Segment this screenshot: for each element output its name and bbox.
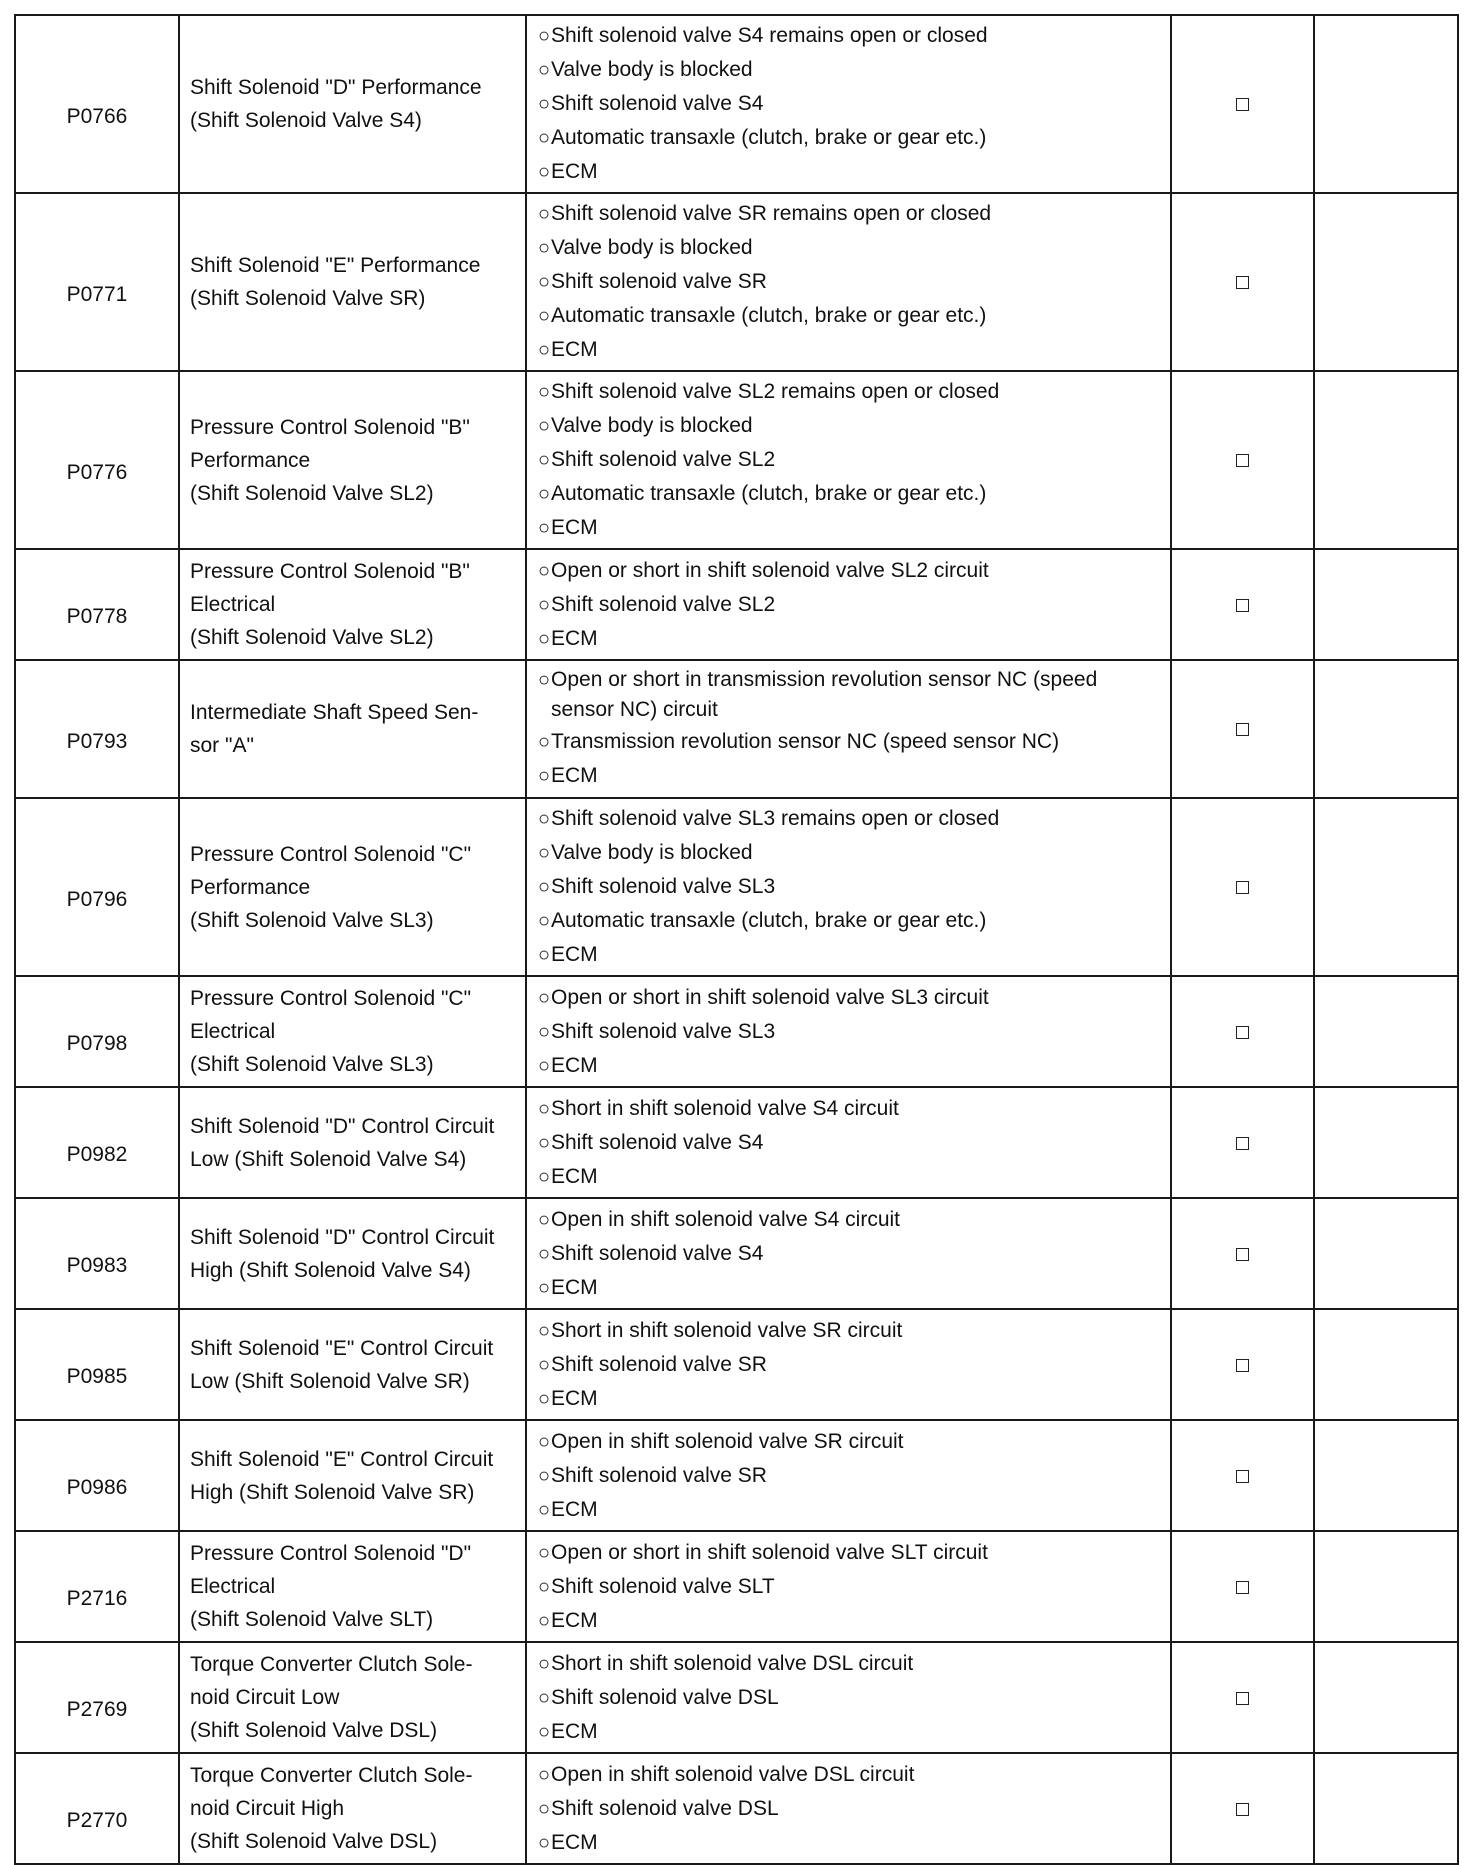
circle-bullet-icon: ○ [538,1054,551,1077]
trouble-area-text: ECM [551,516,598,539]
dtc-table [14,14,1459,1865]
trouble-area-text: ECM [551,1275,598,1299]
table-row [15,798,1458,976]
dtc-code: P0798 [66,1032,128,1055]
detection-item-cell [179,660,526,798]
table-row [15,1420,1458,1531]
detection-item-line: Electrical [190,1575,276,1598]
circle-bullet-icon: ○ [538,876,551,898]
circle-bullet-icon: ○ [538,1831,551,1854]
detection-item-line: noid Circuit High [190,1797,345,1820]
trouble-area-item [538,836,1162,870]
dtc-code: P0771 [66,282,128,306]
dtc-code-cell [15,1531,179,1642]
detection-item-line: Electrical [190,593,276,616]
empty-cell [1314,549,1458,660]
checkbox[interactable] [1236,1137,1249,1150]
empty-cell [1314,15,1458,193]
trouble-area-item [538,904,1162,938]
detection-item-line: Intermediate Shaft Speed Sen- [190,701,479,724]
trouble-area-text: ECM [551,1608,598,1632]
detection-item-line: (Shift Solenoid Valve S4) [190,109,422,132]
trouble-area-text: Valve body is blocked [551,841,753,864]
trouble-area-text: Valve body is blocked [551,414,753,437]
trouble-area-item [538,622,1162,656]
circle-bullet-icon: ○ [538,271,551,293]
trouble-area-item [538,554,1162,588]
circle-bullet-icon: ○ [538,1387,551,1410]
trouble-area-text: Open in shift solenoid valve SR circuit [551,1429,904,1453]
trouble-area-text: Valve body is blocked [551,236,753,259]
dtc-code: P2770 [66,1809,128,1832]
dtc-code: P0793 [66,729,128,753]
detection-item-line: (Shift Solenoid Valve DSL) [190,1719,438,1742]
trouble-area-item [538,1092,1162,1126]
trouble-area-text: ECM [551,626,598,650]
trouble-area-item [538,725,1162,759]
checkbox[interactable] [1236,1248,1249,1261]
trouble-area-cell [526,15,1171,193]
dtc-code-cell [15,798,179,976]
circle-bullet-icon: ○ [538,1686,551,1709]
dtc-code: P2769 [66,1698,128,1721]
check-cell [1171,549,1314,660]
trouble-area-item [538,1049,1162,1083]
trouble-area-text: Shift solenoid valve DSL [551,1685,779,1709]
check-cell [1171,1420,1314,1531]
empty-cell [1314,1642,1458,1753]
detection-item-line: Torque Converter Clutch Sole- [190,1764,473,1787]
trouble-area-text: Open or short in shift solenoid valve SLT circuit [551,1540,988,1564]
dtc-code-cell [15,976,179,1087]
trouble-area-cell [526,798,1171,976]
table-row [15,15,1458,193]
circle-bullet-icon: ○ [538,669,551,691]
circle-bullet-icon: ○ [538,1575,551,1598]
trouble-area-text: Valve body is blocked [551,58,753,81]
detection-item-line: Performance [190,448,311,472]
trouble-area-text: ECM [551,338,598,361]
trouble-area-text: Shift solenoid valve S4 remains open or closed [551,24,988,47]
dtc-code: P0983 [66,1254,128,1277]
check-cell [1171,798,1314,976]
detection-item-line: (Shift Solenoid Valve SL3) [190,908,434,932]
circle-bullet-icon: ○ [538,1541,551,1564]
detection-item-cell [179,549,526,660]
empty-cell [1314,1420,1458,1531]
trouble-area-cell [526,1531,1171,1642]
trouble-area-text: ECM [551,1164,598,1188]
detection-item-cell [179,371,526,549]
dtc-code-cell [15,1753,179,1864]
circle-bullet-icon: ○ [538,1464,551,1487]
empty-cell [1314,1753,1458,1864]
trouble-area-text: Open or short in transmission revolution sensor NC (speed sensor NC) circuit [551,668,1098,721]
dtc-code-cell [15,660,179,798]
detection-item-line: Pressure Control Solenoid "C" [190,842,472,866]
trouble-area-item [538,1570,1162,1604]
detection-item-cell [179,15,526,193]
detection-item-cell [179,1753,526,1864]
trouble-area-item [538,375,1162,409]
table-row [15,1087,1458,1198]
circle-bullet-icon: ○ [538,1797,551,1820]
trouble-area-item [538,938,1162,972]
circle-bullet-icon: ○ [538,381,551,403]
dtc-code-cell [15,371,179,549]
check-cell [1171,1753,1314,1864]
circle-bullet-icon: ○ [538,1430,551,1453]
trouble-area-item [538,299,1162,333]
trouble-area-text: Shift solenoid valve S4 [551,92,764,115]
table-row [15,1531,1458,1642]
detection-item-line: Pressure Control Solenoid "D" [190,1542,472,1565]
trouble-area-text: Shift solenoid valve SR [551,270,767,293]
trouble-area-item [538,1493,1162,1527]
empty-cell [1314,798,1458,976]
detection-item-line: (Shift Solenoid Valve SR) [190,287,426,310]
table-row [15,1309,1458,1420]
detection-item-line: Pressure Control Solenoid "B" [190,560,470,583]
checkbox[interactable] [1236,881,1249,894]
table-row [15,1642,1458,1753]
detection-item-line: Electrical [190,1020,276,1043]
checkbox[interactable] [1236,276,1249,289]
trouble-area-text: Shift solenoid valve S4 [551,1241,764,1265]
checkbox[interactable] [1236,723,1249,736]
circle-bullet-icon: ○ [538,203,551,225]
table-row [15,1198,1458,1309]
checkbox[interactable] [1236,98,1249,111]
empty-cell [1314,371,1458,549]
dtc-code-cell [15,1087,179,1198]
dtc-code-cell [15,1420,179,1531]
circle-bullet-icon: ○ [538,986,551,1009]
checkbox[interactable] [1236,1470,1249,1483]
table-row [15,371,1458,549]
detection-item-line: Low (Shift Solenoid Valve S4) [190,1147,467,1171]
trouble-area-item [538,121,1162,155]
trouble-area-text: Shift solenoid valve S4 [551,1130,764,1154]
trouble-area-text: Shift solenoid valve SR [551,1352,767,1376]
trouble-area-item [538,231,1162,265]
detection-item-cell [179,193,526,371]
checkbox[interactable] [1236,1026,1249,1039]
table-row [15,193,1458,371]
dtc-code: P0986 [66,1476,128,1499]
dtc-code-cell [15,15,179,193]
trouble-area-text: Open or short in shift solenoid valve SL2 circuit [551,558,989,582]
detection-item-line: sor "A" [190,734,254,757]
check-cell [1171,1642,1314,1753]
circle-bullet-icon: ○ [538,1652,551,1675]
detection-item-cell [179,1642,526,1753]
trouble-area-item [538,265,1162,299]
trouble-area-item [538,1647,1162,1681]
checkbox[interactable] [1236,454,1249,467]
trouble-area-cell [526,549,1171,660]
trouble-area-text: Short in shift solenoid valve SR circuit [551,1318,903,1342]
detection-item-cell [179,1087,526,1198]
circle-bullet-icon: ○ [538,1208,551,1231]
circle-bullet-icon: ○ [538,1097,551,1120]
empty-cell [1314,976,1458,1087]
trouble-area-cell [526,193,1171,371]
table-row [15,549,1458,660]
trouble-area-text: Shift solenoid valve SR remains open or closed [551,202,992,225]
trouble-area-text: ECM [551,764,598,787]
empty-cell [1314,193,1458,371]
dtc-code-cell [15,1198,179,1309]
circle-bullet-icon: ○ [538,339,551,361]
detection-item-line: (Shift Solenoid Valve SLT) [190,1608,434,1631]
empty-cell [1314,660,1458,798]
trouble-area-text: ECM [551,1386,598,1410]
empty-cell [1314,1087,1458,1198]
trouble-area-item [538,802,1162,836]
check-cell [1171,15,1314,193]
trouble-area-text: Open or short in shift solenoid valve SL3 circuit [551,985,989,1009]
trouble-area-item [538,1237,1162,1271]
detection-item-line: (Shift Solenoid Valve SL3) [190,1053,434,1076]
empty-cell [1314,1198,1458,1309]
check-cell [1171,193,1314,371]
circle-bullet-icon: ○ [538,161,551,183]
detection-item-line: High (Shift Solenoid Valve S4) [190,1258,471,1282]
circle-bullet-icon: ○ [538,517,551,539]
dtc-code-cell [15,549,179,660]
dtc-code: P0778 [66,605,128,628]
trouble-area-text: Shift solenoid valve SL2 [551,448,776,471]
circle-bullet-icon: ○ [538,415,551,437]
detection-item-line: (Shift Solenoid Valve DSL) [190,1830,438,1853]
trouble-area-cell [526,1309,1171,1420]
trouble-area-item [538,1203,1162,1237]
circle-bullet-icon: ○ [538,1020,551,1043]
detection-item-line: Low (Shift Solenoid Valve SR) [190,1369,470,1393]
trouble-area-text: ECM [551,1053,598,1077]
detection-item-line: Shift Solenoid "D" Control Circuit [190,1114,495,1138]
trouble-area-text: Shift solenoid valve DSL [551,1796,779,1820]
circle-bullet-icon: ○ [538,25,551,47]
trouble-area-cell [526,1753,1171,1864]
detection-item-line: Pressure Control Solenoid "B" [190,415,470,439]
detection-item-line: Performance [190,875,311,899]
trouble-area-item [538,1425,1162,1459]
circle-bullet-icon: ○ [538,1353,551,1376]
trouble-area-item [538,1758,1162,1792]
trouble-area-item [538,409,1162,443]
table-row [15,1753,1458,1864]
circle-bullet-icon: ○ [538,305,551,327]
check-cell [1171,1309,1314,1420]
trouble-area-cell [526,976,1171,1087]
check-cell [1171,1087,1314,1198]
trouble-area-item [538,665,1162,725]
circle-bullet-icon: ○ [538,910,551,932]
trouble-area-text: ECM [551,1719,598,1743]
check-cell [1171,1531,1314,1642]
trouble-area-cell [526,1642,1171,1753]
trouble-area-item [538,1604,1162,1638]
table-row [15,976,1458,1087]
check-cell [1171,1198,1314,1309]
detection-item-line: Torque Converter Clutch Sole- [190,1653,473,1676]
circle-bullet-icon: ○ [538,93,551,115]
trouble-area-item [538,588,1162,622]
dtc-table-body [15,15,1458,1864]
dtc-code-cell [15,193,179,371]
circle-bullet-icon: ○ [538,237,551,259]
circle-bullet-icon: ○ [538,559,551,582]
dtc-code: P0982 [66,1143,128,1166]
detection-item-cell [179,1420,526,1531]
trouble-area-item [538,759,1162,793]
circle-bullet-icon: ○ [538,808,551,830]
trouble-area-text: Transmission revolution sensor NC (speed sensor NC) [551,730,1060,753]
trouble-area-text: Shift solenoid valve SL3 remains open or closed [551,807,1000,830]
trouble-area-text: Shift solenoid valve SR [551,1463,767,1487]
trouble-area-text: ECM [551,1497,598,1521]
circle-bullet-icon: ○ [538,449,551,471]
detection-item-line: Pressure Control Solenoid "C" [190,987,472,1010]
trouble-area-cell [526,1087,1171,1198]
detection-item-cell [179,976,526,1087]
dtc-code: P2716 [66,1587,128,1610]
trouble-area-item [538,197,1162,231]
trouble-area-cell [526,660,1171,798]
dtc-code-cell [15,1642,179,1753]
trouble-area-text: ECM [551,160,598,183]
detection-item-line: Shift Solenoid "E" Control Circuit [190,1336,494,1360]
trouble-area-item [538,1126,1162,1160]
trouble-area-item [538,1792,1162,1826]
circle-bullet-icon: ○ [538,1165,551,1188]
checkbox[interactable] [1236,1581,1249,1594]
detection-item-line: Shift Solenoid "E" Performance [190,254,481,277]
circle-bullet-icon: ○ [538,1720,551,1743]
trouble-area-item [538,19,1162,53]
trouble-area-item [538,1715,1162,1749]
trouble-area-item [538,1826,1162,1860]
dtc-code: P0796 [66,887,128,911]
trouble-area-item [538,1271,1162,1305]
detection-item-line: (Shift Solenoid Valve SL2) [190,626,434,649]
check-cell [1171,976,1314,1087]
trouble-area-text: Automatic transaxle (clutch, brake or gear etc.) [551,482,987,505]
circle-bullet-icon: ○ [538,1131,551,1154]
checkbox[interactable] [1236,1359,1249,1372]
circle-bullet-icon: ○ [538,483,551,505]
trouble-area-text: Short in shift solenoid valve S4 circuit [551,1096,899,1120]
circle-bullet-icon: ○ [538,1763,551,1786]
trouble-area-text: Shift solenoid valve SLT [551,1574,775,1598]
circle-bullet-icon: ○ [538,59,551,81]
trouble-area-item [538,155,1162,189]
trouble-area-text: Shift solenoid valve SL2 [551,592,776,616]
detection-item-line: Shift Solenoid "E" Control Circuit [190,1447,494,1471]
trouble-area-item [538,1015,1162,1049]
detection-item-cell [179,1309,526,1420]
dtc-code: P0766 [66,104,128,128]
dtc-code: P0776 [66,460,128,484]
checkbox[interactable] [1236,599,1249,612]
trouble-area-text: Shift solenoid valve SL3 [551,875,776,898]
detection-item-cell [179,798,526,976]
circle-bullet-icon: ○ [538,1498,551,1521]
circle-bullet-icon: ○ [538,1242,551,1265]
circle-bullet-icon: ○ [538,593,551,616]
trouble-area-item [538,53,1162,87]
detection-item-cell [179,1198,526,1309]
trouble-area-cell [526,1420,1171,1531]
empty-cell [1314,1309,1458,1420]
detection-item-line: High (Shift Solenoid Valve SR) [190,1480,475,1504]
detection-item-cell [179,1531,526,1642]
circle-bullet-icon: ○ [538,127,551,149]
circle-bullet-icon: ○ [538,731,551,753]
trouble-area-item [538,1459,1162,1493]
trouble-area-text: Automatic transaxle (clutch, brake or gear etc.) [551,909,987,932]
trouble-area-text: Automatic transaxle (clutch, brake or gear etc.) [551,304,987,327]
trouble-area-item [538,981,1162,1015]
circle-bullet-icon: ○ [538,1609,551,1632]
dtc-code: P0985 [66,1365,128,1388]
trouble-area-item [538,1382,1162,1416]
check-cell [1171,660,1314,798]
detection-item-line: Shift Solenoid "D" Control Circuit [190,1225,495,1249]
trouble-area-text: ECM [551,1830,598,1854]
trouble-area-item [538,333,1162,367]
trouble-area-cell [526,1198,1171,1309]
trouble-area-text: ECM [551,943,598,966]
detection-item-line: noid Circuit Low [190,1686,340,1709]
trouble-area-item [538,1681,1162,1715]
trouble-area-text: Short in shift solenoid valve DSL circuit [551,1651,914,1675]
trouble-area-item [538,477,1162,511]
trouble-area-cell [526,371,1171,549]
trouble-area-item [538,1348,1162,1382]
trouble-area-text: Open in shift solenoid valve DSL circuit [551,1762,915,1786]
circle-bullet-icon: ○ [538,842,551,864]
detection-item-line: Shift Solenoid "D" Performance [190,76,482,99]
trouble-area-text: Shift solenoid valve SL2 remains open or closed [551,380,1000,403]
trouble-area-item [538,511,1162,545]
trouble-area-text: Automatic transaxle (clutch, brake or gear etc.) [551,126,987,149]
circle-bullet-icon: ○ [538,1319,551,1342]
trouble-area-item [538,870,1162,904]
circle-bullet-icon: ○ [538,944,551,966]
trouble-area-item [538,87,1162,121]
trouble-area-item [538,1160,1162,1194]
empty-cell [1314,1531,1458,1642]
trouble-area-item [538,1314,1162,1348]
trouble-area-item [538,443,1162,477]
dtc-code-cell [15,1309,179,1420]
trouble-area-text: Open in shift solenoid valve S4 circuit [551,1207,901,1231]
trouble-area-item [538,1536,1162,1570]
checkbox[interactable] [1236,1803,1249,1816]
table-row [15,660,1458,798]
checkbox[interactable] [1236,1692,1249,1705]
trouble-area-text: Shift solenoid valve SL3 [551,1019,776,1043]
check-cell [1171,371,1314,549]
detection-item-line: (Shift Solenoid Valve SL2) [190,481,434,505]
circle-bullet-icon: ○ [538,765,551,787]
circle-bullet-icon: ○ [538,627,551,650]
circle-bullet-icon: ○ [538,1276,551,1299]
